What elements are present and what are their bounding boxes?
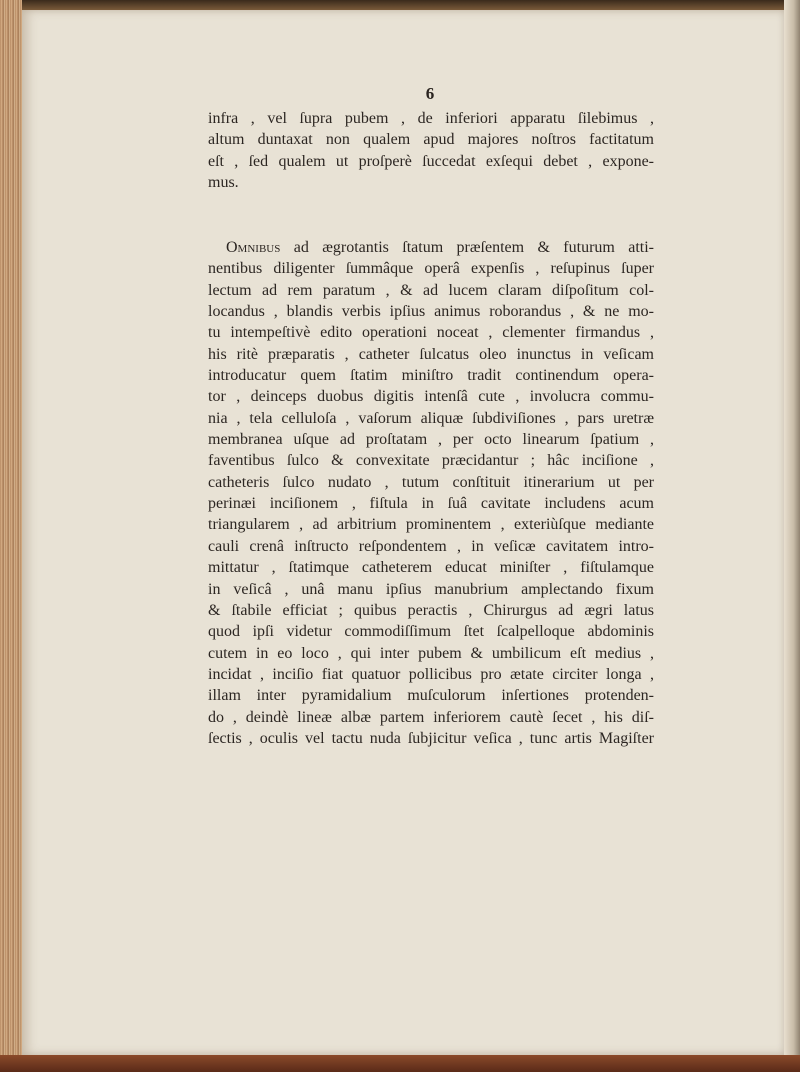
text-line: nia , tela celluloſa , vaſorum aliquæ ſubdiviſiones , pars uretræ <box>208 409 654 427</box>
page-stack-edge <box>784 0 800 1072</box>
paragraph-1 <box>208 108 654 193</box>
text-line: altum duntaxat non qualem apud majores noſtros factitatum <box>208 131 654 149</box>
text-line: cutem in eo loco , qui inter pubem & umbilicum eſt medius , <box>208 644 654 662</box>
text-line: quod ipſi videtur commodiſſimum ſtet ſcalpelloque abdominis <box>208 623 654 641</box>
text-line: eſt , ſed qualem ut proſperè ſuccedat exſequi debet , expone- <box>208 152 654 170</box>
text-line: triangularem , ad arbitrium prominentem , exteriùſque mediante <box>208 516 654 534</box>
text-line: lectum ad rem paratum , & ad lucem claram diſpoſitum col- <box>208 281 654 299</box>
lead-word: Omnibus <box>226 239 281 256</box>
text-line: mus. <box>208 174 239 192</box>
text-line: his ritè præparatis , catheter ſulcatus oleo inunctus in veſicam <box>208 345 654 363</box>
page-number: 6 <box>425 84 435 103</box>
text-line: membranea uſque ad proſtatam , per octo linearum ſpatium , <box>208 431 654 449</box>
text-line: incidat , inciſio fiat quatuor pollicibus pro ætate circiter longa , <box>208 665 654 683</box>
text-line: faventibus ſulco & convexitate præcidantur ; hâc inciſione , <box>208 452 654 470</box>
text-line: cauli crenâ inſtructo reſpondentem , in veſicæ cavitatem intro- <box>208 537 654 555</box>
text-line: introducatur quem ſtatim miniſtro tradit continendum opera- <box>208 367 654 385</box>
text-line: infra , vel ſupra pubem , de inferiori apparatu ſilebimus , <box>208 110 654 127</box>
text-line: perinæi inciſionem , fiſtula in ſuâ cavitate includens acum <box>208 495 654 513</box>
book-top-edge <box>0 0 800 10</box>
text-line-first <box>208 237 654 258</box>
text-line: illam inter pyramidalium muſculorum inſertiones protenden- <box>208 687 654 705</box>
text-line: tu intempeſtivè edito operationi noceat , clementer firmandus , <box>208 324 654 342</box>
text-line: locandus , blandis verbis ipſius animus roborandus , & ne mo- <box>208 303 654 321</box>
text-line: mittatur , ſtatimque catheterem educat miniſter , fiſtulamque <box>208 559 654 577</box>
text-line: in veſicâ , unâ manu ipſius manubrium amplectando fixum <box>208 580 654 598</box>
text-line: catheteris ſulco nudato , tutum conſtituit itinerarium ut per <box>208 473 654 491</box>
text-line-first-rest: ad ægrotantis ſtatum præſentem & futurum atti- <box>280 239 654 256</box>
text-line: tor , deinceps duobus digitis intenſâ cute , involucra commu- <box>208 388 654 406</box>
text-line: ſectis , oculis vel tactu nuda ſubjicitur veſica , tunc artis Magiſter <box>208 729 654 747</box>
book-binding-edge <box>0 0 22 1072</box>
text-line: & ſtabile efficiat ; quibus peractis , Chirurgus ad ægri latus <box>208 601 654 619</box>
text-line: do , deindè lineæ albæ partem inferiorem cautè ſecet , his diſ- <box>208 708 654 726</box>
book-bottom-edge <box>0 1055 800 1072</box>
text-line: nentibus diligenter ſummâque operâ expenſis , reſupinus ſuper <box>208 260 654 278</box>
paragraph-2 <box>208 237 654 749</box>
